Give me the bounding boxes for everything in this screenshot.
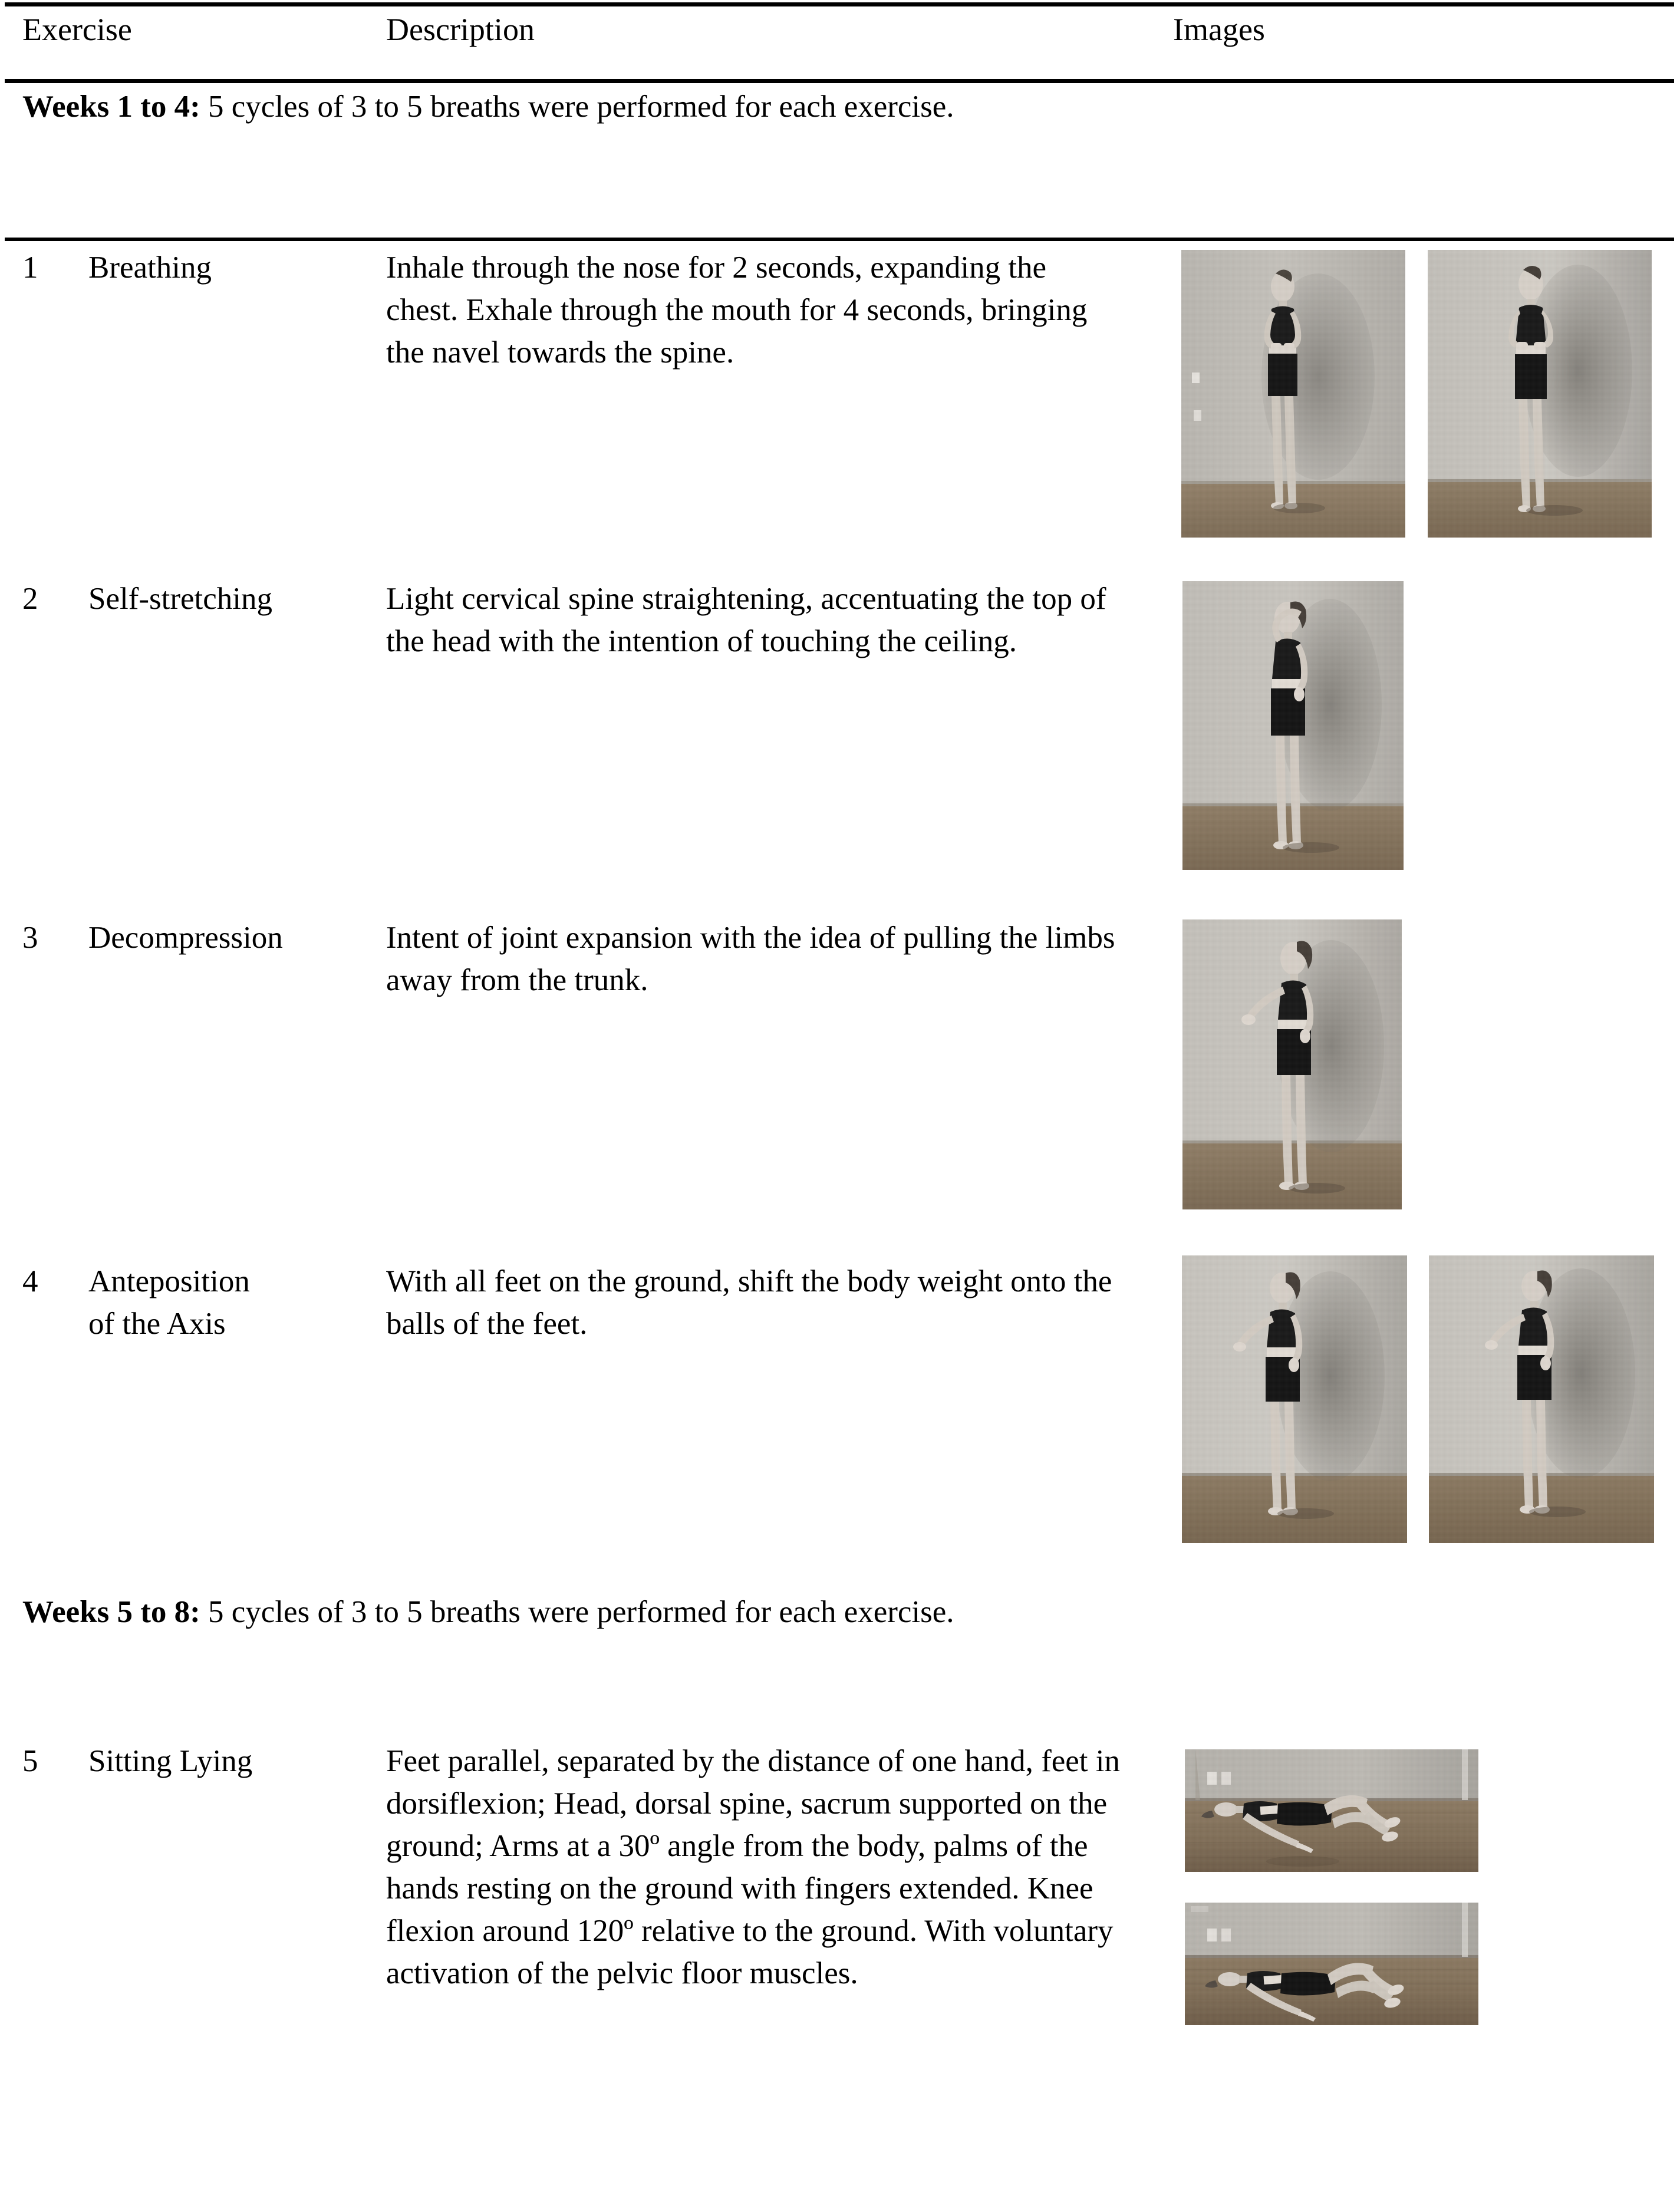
row-3-number: 3 xyxy=(22,921,38,955)
row-4-description: With all feet on the ground, shift the body weight onto the balls of the feet. xyxy=(386,1264,1112,1341)
row-3-name: Decompression xyxy=(88,921,283,955)
row-5-description: Feet parallel, separated by the distance of one hand, feet in dorsiflexion; Head, dorsal spine, sacrum supported on the ground; Arms at a 30º angle from the body, palms of the hands resting on the ground with fingers extended. Knee flexion around 120º relative to the ground. With voluntary activation of the pelvic floor muscles. xyxy=(386,1744,1120,1991)
row-4-name xyxy=(88,1260,371,1345)
row-5-image-2 xyxy=(1185,1903,1478,2025)
row-4-name-line-2: of the Axis xyxy=(88,1307,226,1341)
row-4-number: 4 xyxy=(22,1264,38,1298)
column-header-description: Description xyxy=(386,12,535,47)
section-note-weeks-1-4 xyxy=(22,90,954,124)
table-rule-top xyxy=(5,2,1674,6)
section-note-weeks-5-8-text: 5 cycles of 3 to 5 breaths were performed for each exercise. xyxy=(200,1595,954,1629)
section-note-weeks-1-4-text: 5 cycles of 3 to 5 breaths were performed for each exercise. xyxy=(200,90,954,124)
row-5-image-1 xyxy=(1185,1749,1478,1872)
column-header-images: Images xyxy=(1173,12,1265,47)
row-1-name: Breathing xyxy=(88,250,212,285)
row-1-number: 1 xyxy=(22,250,38,285)
row-5-name: Sitting Lying xyxy=(88,1744,253,1778)
section-note-weeks-5-8-label: Weeks 5 to 8: xyxy=(22,1595,200,1629)
table-rule-bottom xyxy=(5,238,1674,241)
section-note-weeks-1-4-label: Weeks 1 to 4: xyxy=(22,90,200,124)
row-3-description: Intent of joint expansion with the idea of pulling the limbs away from the trunk. xyxy=(386,921,1115,998)
table-rule-middle xyxy=(5,79,1674,83)
row-4-image-1 xyxy=(1182,1255,1407,1543)
row-5-number: 5 xyxy=(22,1744,38,1778)
row-1-description: Inhale through the nose for 2 seconds, expanding the chest. Exhale through the mouth for 4 seconds, bringing the navel towards the spine. xyxy=(386,250,1088,370)
section-note-weeks-5-8 xyxy=(22,1595,954,1629)
row-2-name: Self-stretching xyxy=(88,582,273,616)
row-1-image-1 xyxy=(1181,250,1405,538)
column-header-exercise: Exercise xyxy=(22,12,132,47)
row-4-image-2 xyxy=(1429,1255,1654,1543)
row-2-description: Light cervical spine straightening, accentuating the top of the head with the intention of touching the ceiling. xyxy=(386,582,1106,659)
row-3-image-1 xyxy=(1182,919,1402,1209)
row-2-number: 2 xyxy=(22,582,38,616)
row-1-image-2 xyxy=(1428,250,1652,538)
row-4-name-line-1: Anteposition xyxy=(88,1264,250,1298)
row-2-image-1 xyxy=(1182,581,1404,870)
